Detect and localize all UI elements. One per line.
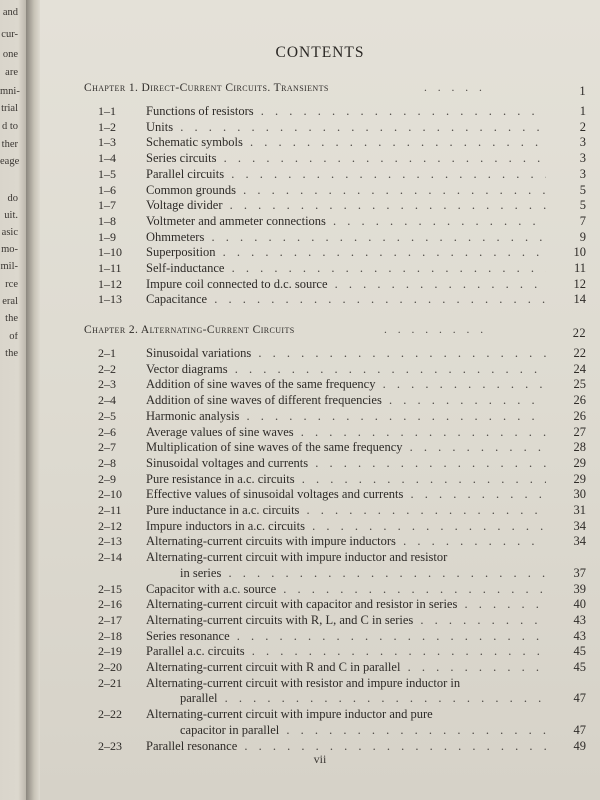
- toc-entry: [98, 261, 586, 277]
- section-page-number: 26: [573, 393, 586, 408]
- section-number: 1–10: [98, 245, 122, 260]
- page-folio: vii: [313, 752, 327, 766]
- toc-entry: [98, 644, 586, 660]
- section-title: Sinusoidal voltages and currents . . .: [146, 456, 546, 471]
- toc-entry: [98, 472, 586, 488]
- page-title: CONTENTS: [275, 44, 365, 61]
- section-number: 1–5: [98, 166, 116, 181]
- section-title: Alternating-current circuit with R and C in parallel . . .: [146, 660, 546, 675]
- adjacent-page-text-fragment: ther: [1, 140, 18, 150]
- section-title: Units . . .: [146, 120, 546, 135]
- section-title: Addition of sine waves of different frequencies . . .: [146, 393, 546, 408]
- section-page-number: 27: [573, 424, 586, 439]
- section-page-number: 45: [573, 660, 586, 674]
- section-page-number: 47: [573, 691, 586, 706]
- toc-entry: [98, 519, 586, 535]
- chapter-page-number: 22: [572, 326, 586, 340]
- chapter-leader-dots: . . . . . . . .: [384, 324, 488, 336]
- section-number: 2–18: [98, 628, 122, 643]
- section-title-continuation: capacitor in parallel . . .: [180, 723, 546, 738]
- section-number: 2–17: [98, 612, 122, 627]
- section-page-number: 29: [573, 471, 586, 486]
- section-title: Alternating-current circuits with R, L, and C in series . . .: [146, 613, 546, 628]
- toc-entry: [98, 183, 586, 199]
- section-title: Voltage divider . . .: [146, 198, 546, 213]
- section-title: Functions of resistors . . .: [146, 104, 546, 119]
- section-title: Multiplication of sine waves of the same frequency . . .: [146, 440, 546, 455]
- toc-entry: [98, 292, 586, 308]
- section-page-number: 31: [573, 503, 586, 517]
- section-number: 2–13: [98, 534, 122, 549]
- section-page-number: 1: [579, 104, 586, 118]
- section-number: 2–12: [98, 518, 122, 533]
- adjacent-page-text-fragment: one: [2, 50, 18, 60]
- section-number: 1–8: [98, 213, 116, 228]
- section-page-number: 40: [573, 597, 586, 612]
- section-page-number: 34: [573, 534, 586, 549]
- section-page-number: 22: [573, 346, 586, 360]
- chapter-title: Chapter 2. Alternating-Current Circuits: [84, 324, 295, 336]
- toc-entry: [98, 362, 586, 378]
- toc-entry: [98, 676, 586, 692]
- adjacent-page-text-fragment: cur-: [1, 30, 18, 40]
- section-number: 1–12: [98, 276, 122, 291]
- section-number: 2–5: [98, 408, 116, 423]
- adjacent-page-text-fragment: and: [2, 8, 18, 18]
- section-number: 1–4: [98, 151, 116, 166]
- adjacent-page-text-fragment: mo-: [1, 245, 18, 255]
- adjacent-page-text-fragment: of: [9, 332, 18, 342]
- section-number: 1–3: [98, 135, 116, 150]
- adjacent-page-text-fragment: eage: [0, 157, 20, 167]
- section-number: 2–10: [98, 487, 122, 502]
- toc-entry: [98, 456, 586, 472]
- section-page-number: 26: [573, 408, 586, 423]
- section-page-number: 49: [573, 738, 586, 753]
- section-title: Vector diagrams . . .: [146, 362, 546, 377]
- section-page-number: 14: [573, 292, 586, 307]
- section-page-number: 9: [579, 229, 586, 244]
- section-page-number: 2: [579, 119, 586, 134]
- toc-entry-continuation: [180, 691, 586, 707]
- section-title: Parallel resonance . . .: [146, 739, 546, 754]
- section-title: Parallel circuits . . .: [146, 167, 546, 182]
- section-number: 1–2: [98, 119, 116, 134]
- adjacent-page-text-fragment: mni-: [0, 87, 20, 97]
- section-page-number: 10: [573, 245, 586, 260]
- section-number: 2–3: [98, 377, 116, 392]
- section-page-number: 43: [573, 628, 586, 643]
- section-title: Superposition . . .: [146, 245, 546, 260]
- section-title: Alternating-current circuit with impure inductor and resistor: [146, 550, 448, 565]
- toc-entry: [98, 534, 586, 550]
- section-number: 2–20: [98, 660, 122, 674]
- adjacent-page-text-fragment: trial: [1, 104, 18, 114]
- section-page-number: 39: [573, 581, 586, 596]
- toc-entry: [98, 277, 586, 293]
- section-title: Pure inductance in a.c. circuits . . .: [146, 503, 546, 518]
- section-page-number: 7: [579, 213, 586, 228]
- toc-entry: [98, 550, 586, 566]
- toc-entry: [98, 198, 586, 214]
- section-title: Ohmmeters . . .: [146, 230, 546, 245]
- toc-entry: [98, 409, 586, 425]
- section-title: Impure coil connected to d.c. source . . .: [146, 277, 546, 292]
- toc-entry: [98, 377, 586, 393]
- adjacent-page-text-fragment: asic: [1, 228, 18, 238]
- toc-entry: [98, 707, 586, 723]
- section-title: Average values of sine waves . . .: [146, 425, 546, 440]
- section-number: 2–16: [98, 597, 122, 612]
- toc-entry: [98, 167, 586, 183]
- toc-entry: [98, 487, 586, 503]
- section-number: 1–13: [98, 292, 122, 307]
- toc-entry: [98, 613, 586, 629]
- contents-page: [40, 0, 600, 800]
- toc-entry: [98, 120, 586, 136]
- section-title-continuation: in series . . .: [180, 566, 546, 581]
- section-title: Capacitor with a.c. source . . .: [146, 582, 546, 597]
- section-page-number: 25: [573, 377, 586, 392]
- section-number: 1–11: [98, 261, 122, 275]
- toc-entry: [98, 629, 586, 645]
- section-number: 2–11: [98, 503, 122, 517]
- book-gutter: [26, 0, 40, 800]
- toc-entry-continuation: [180, 566, 586, 582]
- section-number: 2–8: [98, 455, 116, 470]
- toc-entry: [98, 660, 586, 676]
- section-number: 2–1: [98, 346, 116, 360]
- toc-entry: [98, 393, 586, 409]
- section-page-number: 3: [579, 135, 586, 150]
- chapter-heading: [84, 82, 586, 100]
- section-page-number: 24: [573, 361, 586, 376]
- chapter-title: Chapter 1. Direct-Current Circuits. Transients: [84, 82, 329, 94]
- section-title: Alternating-current circuit with impure inductor and pure: [146, 707, 433, 722]
- toc-entry: [98, 151, 586, 167]
- adjacent-page-text-fragment: the: [5, 314, 18, 324]
- section-title: Series resonance . . .: [146, 629, 546, 644]
- section-page-number: 28: [573, 440, 586, 455]
- toc-entry: [98, 597, 586, 613]
- adjacent-page-text-fragment: mil-: [0, 262, 18, 272]
- section-title: Parallel a.c. circuits . . .: [146, 644, 546, 659]
- section-page-number: 3: [579, 166, 586, 181]
- toc-entry: [98, 104, 586, 120]
- section-number: 1–7: [98, 198, 116, 213]
- section-page-number: 5: [579, 182, 586, 197]
- section-title-continuation: parallel . . .: [180, 691, 546, 706]
- adjacent-page-text-fragment: eral: [2, 297, 18, 307]
- section-title: Self-inductance . . .: [146, 261, 546, 276]
- section-page-number: 5: [579, 198, 586, 213]
- section-number: 2–9: [98, 471, 116, 486]
- section-title: Harmonic analysis . . .: [146, 409, 546, 424]
- toc-entry: [98, 245, 586, 261]
- toc-entry: [98, 214, 586, 230]
- toc-entry: [98, 503, 586, 519]
- section-page-number: 43: [573, 612, 586, 627]
- adjacent-page-text-fragment: uit.: [4, 211, 18, 221]
- section-number: 2–22: [98, 707, 122, 722]
- section-title: Capacitance . . .: [146, 292, 546, 307]
- section-title: Effective values of sinusoidal voltages and currents . . .: [146, 487, 546, 502]
- section-title: Alternating-current circuit with resistor and impure inductor in: [146, 675, 461, 690]
- section-title: Impure inductors in a.c. circuits . . .: [146, 519, 546, 534]
- chapter-leader-dots: . . . . .: [424, 82, 486, 94]
- section-number: 2–14: [98, 550, 122, 565]
- toc-entry: [98, 230, 586, 246]
- section-title: Common grounds . . .: [146, 183, 546, 198]
- section-number: 2–6: [98, 424, 116, 439]
- section-title: Voltmeter and ammeter connections . . .: [146, 214, 546, 229]
- toc-entry: [98, 440, 586, 456]
- toc-entry: [98, 135, 586, 151]
- section-page-number: 29: [573, 455, 586, 470]
- toc-entry: [98, 582, 586, 598]
- adjacent-page-text-fragment: the: [5, 349, 18, 359]
- section-page-number: 34: [573, 518, 586, 533]
- section-number: 1–1: [98, 104, 116, 118]
- section-page-number: 30: [573, 487, 586, 502]
- adjacent-page-edge: [0, 0, 26, 800]
- section-page-number: 47: [573, 722, 586, 737]
- toc-entry: [98, 425, 586, 441]
- section-page-number: 45: [573, 644, 586, 659]
- section-title: Addition of sine waves of the same frequency . . .: [146, 377, 546, 392]
- section-number: 1–9: [98, 229, 116, 244]
- section-page-number: 3: [579, 151, 586, 166]
- adjacent-page-text-fragment: rce: [5, 280, 18, 290]
- adjacent-page-text-fragment: do: [7, 194, 18, 204]
- toc-entry: [98, 346, 586, 362]
- section-title: Alternating-current circuits with impure inductors . . .: [146, 534, 546, 549]
- section-number: 2–7: [98, 440, 116, 455]
- section-number: 2–21: [98, 675, 122, 690]
- section-title: Sinusoidal variations . . .: [146, 346, 546, 361]
- section-number: 2–23: [98, 738, 122, 753]
- section-title: Alternating-current circuit with capacitor and resistor in series . . .: [146, 597, 546, 612]
- section-number: 2–4: [98, 393, 116, 408]
- adjacent-page-text-fragment: are: [5, 68, 18, 78]
- adjacent-page-text-fragment: d to: [1, 122, 18, 132]
- section-page-number: 37: [573, 565, 586, 580]
- section-title: Schematic symbols . . .: [146, 135, 546, 150]
- section-page-number: 12: [573, 276, 586, 291]
- section-number: 1–6: [98, 182, 116, 197]
- section-title: Pure resistance in a.c. circuits . . .: [146, 472, 546, 487]
- section-number: 2–15: [98, 581, 122, 596]
- section-title: Series circuits . . .: [146, 151, 546, 166]
- chapter-page-number: 1: [579, 84, 586, 98]
- section-number: 2–19: [98, 644, 122, 659]
- section-page-number: 11: [573, 261, 586, 275]
- toc-entry-continuation: [180, 723, 586, 739]
- chapter-heading: [84, 324, 586, 342]
- section-number: 2–2: [98, 361, 116, 376]
- toc-entry: [98, 739, 586, 755]
